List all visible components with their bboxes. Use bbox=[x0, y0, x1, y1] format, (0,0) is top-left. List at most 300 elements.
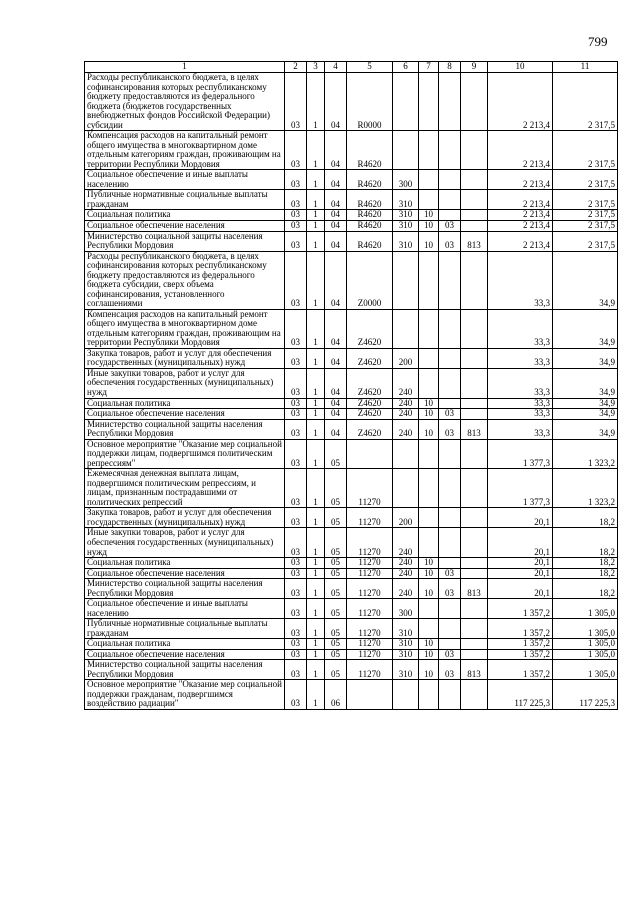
table-row bbox=[85, 528, 618, 558]
subprogram-code-cell: 06 bbox=[325, 680, 347, 710]
amount-year1-cell: 33,3 bbox=[488, 398, 553, 409]
direction-code-cell: R4620 bbox=[347, 131, 393, 170]
direction-code-cell: 11270 bbox=[347, 579, 393, 599]
table-row bbox=[85, 398, 618, 409]
ministry-code-cell: 813 bbox=[461, 660, 488, 680]
subsection-cell: 03 bbox=[439, 660, 461, 680]
direction-code-cell: Z4620 bbox=[347, 409, 393, 420]
program-code-cell: 1 bbox=[307, 528, 325, 558]
section-cell: 10 bbox=[419, 568, 439, 579]
amount-year1-cell: 33,3 bbox=[488, 309, 553, 348]
amount-year1-cell: 1 357,2 bbox=[488, 660, 553, 680]
ministry-code-cell bbox=[461, 131, 488, 170]
admin-code-cell: 03 bbox=[285, 439, 307, 469]
row-name-cell: Министерство социальной защиты населения Республики Мордовия bbox=[85, 419, 285, 439]
expense-type-cell: 240 bbox=[393, 368, 419, 398]
subprogram-code-cell: 04 bbox=[325, 419, 347, 439]
subsection-cell bbox=[439, 73, 461, 131]
ministry-code-cell bbox=[461, 251, 488, 309]
amount-year1-cell: 1 357,2 bbox=[488, 639, 553, 650]
subprogram-code-cell: 05 bbox=[325, 528, 347, 558]
table-row bbox=[85, 231, 618, 251]
program-code-cell: 1 bbox=[307, 439, 325, 469]
header-cell: 7 bbox=[419, 62, 439, 73]
amount-year1-cell: 1 377,3 bbox=[488, 439, 553, 469]
admin-code-cell: 03 bbox=[285, 398, 307, 409]
table-row bbox=[85, 251, 618, 309]
program-code-cell: 1 bbox=[307, 210, 325, 221]
row-name-cell: Социальная политика bbox=[85, 558, 285, 569]
program-code-cell: 1 bbox=[307, 170, 325, 190]
ministry-code-cell bbox=[461, 568, 488, 579]
header-cell: 8 bbox=[439, 62, 461, 73]
section-cell: 10 bbox=[419, 649, 439, 660]
ministry-code-cell: 813 bbox=[461, 231, 488, 251]
direction-code-cell: 11270 bbox=[347, 568, 393, 579]
subsection-cell bbox=[439, 348, 461, 368]
amount-year2-cell: 18,2 bbox=[553, 579, 618, 599]
section-cell bbox=[419, 251, 439, 309]
direction-code-cell bbox=[347, 439, 393, 469]
row-name-cell: Социальное обеспечение и иные выплаты населению bbox=[85, 170, 285, 190]
row-name-cell: Социальное обеспечение населения bbox=[85, 409, 285, 420]
ministry-code-cell bbox=[461, 619, 488, 639]
subprogram-code-cell: 04 bbox=[325, 220, 347, 231]
program-code-cell: 1 bbox=[307, 660, 325, 680]
subsection-cell: 03 bbox=[439, 649, 461, 660]
section-cell bbox=[419, 190, 439, 210]
direction-code-cell: 11270 bbox=[347, 649, 393, 660]
amount-year1-cell: 20,1 bbox=[488, 528, 553, 558]
table-body bbox=[85, 73, 618, 710]
ministry-code-cell bbox=[461, 599, 488, 619]
admin-code-cell: 03 bbox=[285, 568, 307, 579]
amount-year2-cell: 1 305,0 bbox=[553, 639, 618, 650]
program-code-cell: 1 bbox=[307, 231, 325, 251]
direction-code-cell: R4620 bbox=[347, 231, 393, 251]
expense-type-cell: 310 bbox=[393, 231, 419, 251]
program-code-cell: 1 bbox=[307, 639, 325, 650]
amount-year1-cell: 117 225,3 bbox=[488, 680, 553, 710]
ministry-code-cell bbox=[461, 170, 488, 190]
table-row bbox=[85, 639, 618, 650]
subsection-cell bbox=[439, 170, 461, 190]
subsection-cell bbox=[439, 508, 461, 528]
header-cell: 5 bbox=[347, 62, 393, 73]
subsection-cell bbox=[439, 619, 461, 639]
ministry-code-cell bbox=[461, 73, 488, 131]
subsection-cell bbox=[439, 680, 461, 710]
expense-type-cell: 310 bbox=[393, 220, 419, 231]
program-code-cell: 1 bbox=[307, 619, 325, 639]
amount-year2-cell: 1 305,0 bbox=[553, 619, 618, 639]
row-name-cell: Компенсация расходов на капитальный ремонт общего имущества в многоквартирном доме отдельным категориям граждан, проживающим на территории Республики Мордовия bbox=[85, 309, 285, 348]
table-row bbox=[85, 220, 618, 231]
subsection-cell: 03 bbox=[439, 579, 461, 599]
row-name-cell: Основное мероприятие "Оказание мер социальной поддержки гражданам, подвергшимся воздействию радиации" bbox=[85, 680, 285, 710]
amount-year2-cell: 2 317,5 bbox=[553, 170, 618, 190]
expense-type-cell bbox=[393, 680, 419, 710]
amount-year1-cell: 1 357,2 bbox=[488, 599, 553, 619]
ministry-code-cell bbox=[461, 309, 488, 348]
direction-code-cell: 11270 bbox=[347, 528, 393, 558]
expense-type-cell: 240 bbox=[393, 528, 419, 558]
admin-code-cell: 03 bbox=[285, 419, 307, 439]
table-row bbox=[85, 309, 618, 348]
table-row bbox=[85, 619, 618, 639]
direction-code-cell: Z4620 bbox=[347, 398, 393, 409]
admin-code-cell: 03 bbox=[285, 309, 307, 348]
admin-code-cell: 03 bbox=[285, 469, 307, 508]
program-code-cell: 1 bbox=[307, 220, 325, 231]
table-row bbox=[85, 599, 618, 619]
ministry-code-cell bbox=[461, 558, 488, 569]
expense-type-cell: 240 bbox=[393, 558, 419, 569]
subprogram-code-cell: 05 bbox=[325, 558, 347, 569]
table-row bbox=[85, 660, 618, 680]
row-name-cell: Министерство социальной защиты населения Республики Мордовия bbox=[85, 231, 285, 251]
section-cell: 10 bbox=[419, 660, 439, 680]
section-cell bbox=[419, 73, 439, 131]
amount-year2-cell: 1 305,0 bbox=[553, 599, 618, 619]
ministry-code-cell bbox=[461, 528, 488, 558]
header-cell: 6 bbox=[393, 62, 419, 73]
amount-year1-cell: 20,1 bbox=[488, 568, 553, 579]
table-row bbox=[85, 131, 618, 170]
row-name-cell: Социальная политика bbox=[85, 639, 285, 650]
admin-code-cell: 03 bbox=[285, 131, 307, 170]
amount-year2-cell: 2 317,5 bbox=[553, 131, 618, 170]
amount-year2-cell: 1 323,2 bbox=[553, 469, 618, 508]
admin-code-cell: 03 bbox=[285, 368, 307, 398]
amount-year1-cell: 2 213,4 bbox=[488, 190, 553, 210]
subprogram-code-cell: 04 bbox=[325, 170, 347, 190]
subprogram-code-cell: 05 bbox=[325, 568, 347, 579]
direction-code-cell: 11270 bbox=[347, 508, 393, 528]
expense-type-cell: 300 bbox=[393, 170, 419, 190]
direction-code-cell: R4620 bbox=[347, 190, 393, 210]
admin-code-cell: 03 bbox=[285, 660, 307, 680]
row-name-cell: Министерство социальной защиты населения Республики Мордовия bbox=[85, 579, 285, 599]
admin-code-cell: 03 bbox=[285, 680, 307, 710]
ministry-code-cell bbox=[461, 649, 488, 660]
direction-code-cell: Z4620 bbox=[347, 368, 393, 398]
program-code-cell: 1 bbox=[307, 190, 325, 210]
admin-code-cell: 03 bbox=[285, 599, 307, 619]
table-row bbox=[85, 649, 618, 660]
row-name-cell: Социальная политика bbox=[85, 210, 285, 221]
expense-type-cell bbox=[393, 309, 419, 348]
row-name-cell: Публичные нормативные социальные выплаты гражданам bbox=[85, 190, 285, 210]
header-cell: 3 bbox=[307, 62, 325, 73]
program-code-cell: 1 bbox=[307, 398, 325, 409]
amount-year2-cell: 1 305,0 bbox=[553, 660, 618, 680]
header-cell: 1 bbox=[85, 62, 285, 73]
row-name-cell: Иные закупки товаров, работ и услуг для обеспечения государственных (муниципальных) нужд bbox=[85, 368, 285, 398]
amount-year1-cell: 33,3 bbox=[488, 368, 553, 398]
header-cell: 4 bbox=[325, 62, 347, 73]
page-number: 799 bbox=[588, 34, 608, 49]
expense-type-cell bbox=[393, 439, 419, 469]
direction-code-cell: 11270 bbox=[347, 599, 393, 619]
table-row bbox=[85, 73, 618, 131]
ministry-code-cell bbox=[461, 398, 488, 409]
amount-year1-cell: 33,3 bbox=[488, 251, 553, 309]
program-code-cell: 1 bbox=[307, 568, 325, 579]
direction-code-cell: 11270 bbox=[347, 558, 393, 569]
amount-year1-cell: 2 213,4 bbox=[488, 170, 553, 190]
program-code-cell: 1 bbox=[307, 73, 325, 131]
admin-code-cell: 03 bbox=[285, 190, 307, 210]
program-code-cell: 1 bbox=[307, 368, 325, 398]
amount-year2-cell: 2 317,5 bbox=[553, 231, 618, 251]
expense-type-cell: 200 bbox=[393, 508, 419, 528]
direction-code-cell: R4620 bbox=[347, 210, 393, 221]
table-row bbox=[85, 680, 618, 710]
program-code-cell: 1 bbox=[307, 131, 325, 170]
admin-code-cell: 03 bbox=[285, 508, 307, 528]
expense-type-cell bbox=[393, 131, 419, 170]
row-name-cell: Ежемесячная денежная выплата лицам, подвергшимся политическим репрессиям, и лицам, признанным пострадавшими от политических репрессий bbox=[85, 469, 285, 508]
table-row bbox=[85, 439, 618, 469]
row-name-cell: Иные закупки товаров, работ и услуг для обеспечения государственных (муниципальных) нужд bbox=[85, 528, 285, 558]
table-row bbox=[85, 568, 618, 579]
ministry-code-cell bbox=[461, 469, 488, 508]
subprogram-code-cell: 05 bbox=[325, 508, 347, 528]
subsection-cell bbox=[439, 439, 461, 469]
amount-year2-cell: 34,9 bbox=[553, 419, 618, 439]
subprogram-code-cell: 04 bbox=[325, 190, 347, 210]
program-code-cell: 1 bbox=[307, 508, 325, 528]
subsection-cell bbox=[439, 558, 461, 569]
expense-type-cell: 240 bbox=[393, 419, 419, 439]
amount-year2-cell: 34,9 bbox=[553, 348, 618, 368]
expense-type-cell: 310 bbox=[393, 660, 419, 680]
amount-year2-cell: 117 225,3 bbox=[553, 680, 618, 710]
subsection-cell bbox=[439, 639, 461, 650]
amount-year2-cell: 2 317,5 bbox=[553, 220, 618, 231]
ministry-code-cell bbox=[461, 210, 488, 221]
admin-code-cell: 03 bbox=[285, 231, 307, 251]
amount-year1-cell: 2 213,4 bbox=[488, 210, 553, 221]
section-cell: 10 bbox=[419, 398, 439, 409]
subprogram-code-cell: 05 bbox=[325, 469, 347, 508]
direction-code-cell: 11270 bbox=[347, 469, 393, 508]
subprogram-code-cell: 04 bbox=[325, 231, 347, 251]
amount-year1-cell: 2 213,4 bbox=[488, 131, 553, 170]
subsection-cell bbox=[439, 309, 461, 348]
program-code-cell: 1 bbox=[307, 348, 325, 368]
section-cell bbox=[419, 170, 439, 190]
table-row bbox=[85, 368, 618, 398]
program-code-cell: 1 bbox=[307, 419, 325, 439]
program-code-cell: 1 bbox=[307, 469, 325, 508]
row-name-cell: Закупка товаров, работ и услуг для обеспечения государственных (муниципальных) нужд bbox=[85, 348, 285, 368]
subsection-cell bbox=[439, 131, 461, 170]
subsection-cell bbox=[439, 190, 461, 210]
section-cell bbox=[419, 680, 439, 710]
subsection-cell: 03 bbox=[439, 231, 461, 251]
subsection-cell: 03 bbox=[439, 568, 461, 579]
expense-type-cell: 300 bbox=[393, 599, 419, 619]
amount-year2-cell: 18,2 bbox=[553, 568, 618, 579]
section-cell: 10 bbox=[419, 639, 439, 650]
expense-type-cell: 240 bbox=[393, 409, 419, 420]
direction-code-cell: R4620 bbox=[347, 220, 393, 231]
ministry-code-cell bbox=[461, 190, 488, 210]
amount-year1-cell: 20,1 bbox=[488, 579, 553, 599]
expense-type-cell: 310 bbox=[393, 210, 419, 221]
program-code-cell: 1 bbox=[307, 251, 325, 309]
subprogram-code-cell: 04 bbox=[325, 348, 347, 368]
subsection-cell bbox=[439, 251, 461, 309]
subprogram-code-cell: 05 bbox=[325, 599, 347, 619]
ministry-code-cell bbox=[461, 220, 488, 231]
subprogram-code-cell: 05 bbox=[325, 660, 347, 680]
amount-year1-cell: 33,3 bbox=[488, 409, 553, 420]
subprogram-code-cell: 04 bbox=[325, 309, 347, 348]
ministry-code-cell: 813 bbox=[461, 419, 488, 439]
subsection-cell bbox=[439, 210, 461, 221]
subsection-cell: 03 bbox=[439, 419, 461, 439]
ministry-code-cell bbox=[461, 508, 488, 528]
amount-year1-cell: 33,3 bbox=[488, 419, 553, 439]
amount-year2-cell: 34,9 bbox=[553, 309, 618, 348]
admin-code-cell: 03 bbox=[285, 579, 307, 599]
admin-code-cell: 03 bbox=[285, 348, 307, 368]
row-name-cell: Основное мероприятие "Оказание мер социальной поддержки лицам, подвергшимся политическим репрессиям" bbox=[85, 439, 285, 469]
table-row bbox=[85, 170, 618, 190]
subsection-cell bbox=[439, 469, 461, 508]
amount-year2-cell: 34,9 bbox=[553, 398, 618, 409]
admin-code-cell: 03 bbox=[285, 619, 307, 639]
admin-code-cell: 03 bbox=[285, 251, 307, 309]
expense-type-cell: 240 bbox=[393, 579, 419, 599]
expense-type-cell: 240 bbox=[393, 568, 419, 579]
admin-code-cell: 03 bbox=[285, 409, 307, 420]
admin-code-cell: 03 bbox=[285, 73, 307, 131]
subsection-cell bbox=[439, 368, 461, 398]
subprogram-code-cell: 04 bbox=[325, 210, 347, 221]
ministry-code-cell bbox=[461, 409, 488, 420]
admin-code-cell: 03 bbox=[285, 528, 307, 558]
subprogram-code-cell: 04 bbox=[325, 409, 347, 420]
program-code-cell: 1 bbox=[307, 649, 325, 660]
amount-year1-cell: 1 377,3 bbox=[488, 469, 553, 508]
table-row bbox=[85, 579, 618, 599]
subsection-cell: 03 bbox=[439, 220, 461, 231]
admin-code-cell: 03 bbox=[285, 220, 307, 231]
direction-code-cell: Z4620 bbox=[347, 348, 393, 368]
table-header-row bbox=[85, 62, 618, 73]
amount-year2-cell: 18,2 bbox=[553, 558, 618, 569]
section-cell: 10 bbox=[419, 210, 439, 221]
section-cell bbox=[419, 619, 439, 639]
table-row bbox=[85, 419, 618, 439]
subsection-cell bbox=[439, 599, 461, 619]
table-row bbox=[85, 558, 618, 569]
row-name-cell: Закупка товаров, работ и услуг для обеспечения государственных (муниципальных) нужд bbox=[85, 508, 285, 528]
amount-year2-cell: 2 317,5 bbox=[553, 210, 618, 221]
ministry-code-cell bbox=[461, 439, 488, 469]
ministry-code-cell bbox=[461, 368, 488, 398]
row-name-cell: Расходы республиканского бюджета, в целях софинансирования которых республиканскому бюджету предоставляются из федерального бюджета (бюджетов государственных внебюджетных фондов Российской Федерации) субсидии bbox=[85, 73, 285, 131]
amount-year2-cell: 2 317,5 bbox=[553, 190, 618, 210]
amount-year1-cell: 20,1 bbox=[488, 508, 553, 528]
direction-code-cell: R0000 bbox=[347, 73, 393, 131]
direction-code-cell bbox=[347, 680, 393, 710]
program-code-cell: 1 bbox=[307, 579, 325, 599]
section-cell bbox=[419, 528, 439, 558]
amount-year2-cell: 1 305,0 bbox=[553, 649, 618, 660]
table-row bbox=[85, 469, 618, 508]
amount-year1-cell: 2 213,4 bbox=[488, 231, 553, 251]
amount-year1-cell: 1 357,2 bbox=[488, 619, 553, 639]
admin-code-cell: 03 bbox=[285, 649, 307, 660]
section-cell bbox=[419, 469, 439, 508]
expense-type-cell: 310 bbox=[393, 649, 419, 660]
subprogram-code-cell: 04 bbox=[325, 368, 347, 398]
direction-code-cell: 11270 bbox=[347, 639, 393, 650]
row-name-cell: Социальное обеспечение и иные выплаты населению bbox=[85, 599, 285, 619]
amount-year2-cell: 1 323,2 bbox=[553, 439, 618, 469]
section-cell bbox=[419, 348, 439, 368]
direction-code-cell: R4620 bbox=[347, 170, 393, 190]
direction-code-cell: 11270 bbox=[347, 660, 393, 680]
subprogram-code-cell: 05 bbox=[325, 649, 347, 660]
section-cell bbox=[419, 508, 439, 528]
amount-year2-cell: 2 317,5 bbox=[553, 73, 618, 131]
table-row bbox=[85, 210, 618, 221]
header-cell: 2 bbox=[285, 62, 307, 73]
subprogram-code-cell: 05 bbox=[325, 579, 347, 599]
amount-year1-cell: 33,3 bbox=[488, 348, 553, 368]
section-cell: 10 bbox=[419, 220, 439, 231]
ministry-code-cell: 813 bbox=[461, 579, 488, 599]
section-cell: 10 bbox=[419, 231, 439, 251]
admin-code-cell: 03 bbox=[285, 210, 307, 221]
admin-code-cell: 03 bbox=[285, 639, 307, 650]
budget-table bbox=[84, 61, 618, 710]
subprogram-code-cell: 05 bbox=[325, 639, 347, 650]
header-cell: 9 bbox=[461, 62, 488, 73]
table-row bbox=[85, 508, 618, 528]
table-row bbox=[85, 409, 618, 420]
subprogram-code-cell: 04 bbox=[325, 73, 347, 131]
amount-year2-cell: 34,9 bbox=[553, 368, 618, 398]
admin-code-cell: 03 bbox=[285, 170, 307, 190]
subprogram-code-cell: 05 bbox=[325, 439, 347, 469]
subprogram-code-cell: 04 bbox=[325, 251, 347, 309]
program-code-cell: 1 bbox=[307, 409, 325, 420]
section-cell bbox=[419, 368, 439, 398]
subsection-cell: 03 bbox=[439, 409, 461, 420]
section-cell: 10 bbox=[419, 419, 439, 439]
direction-code-cell: Z4620 bbox=[347, 309, 393, 348]
expense-type-cell bbox=[393, 469, 419, 508]
expense-type-cell: 310 bbox=[393, 639, 419, 650]
row-name-cell: Компенсация расходов на капитальный ремонт общего имущества в многоквартирном доме отдельным категориям граждан, проживающим на территории Республики Мордовия bbox=[85, 131, 285, 170]
subprogram-code-cell: 05 bbox=[325, 619, 347, 639]
admin-code-cell: 03 bbox=[285, 558, 307, 569]
program-code-cell: 1 bbox=[307, 680, 325, 710]
program-code-cell: 1 bbox=[307, 309, 325, 348]
section-cell: 10 bbox=[419, 579, 439, 599]
table-row bbox=[85, 190, 618, 210]
ministry-code-cell bbox=[461, 639, 488, 650]
section-cell bbox=[419, 599, 439, 619]
subsection-cell bbox=[439, 398, 461, 409]
